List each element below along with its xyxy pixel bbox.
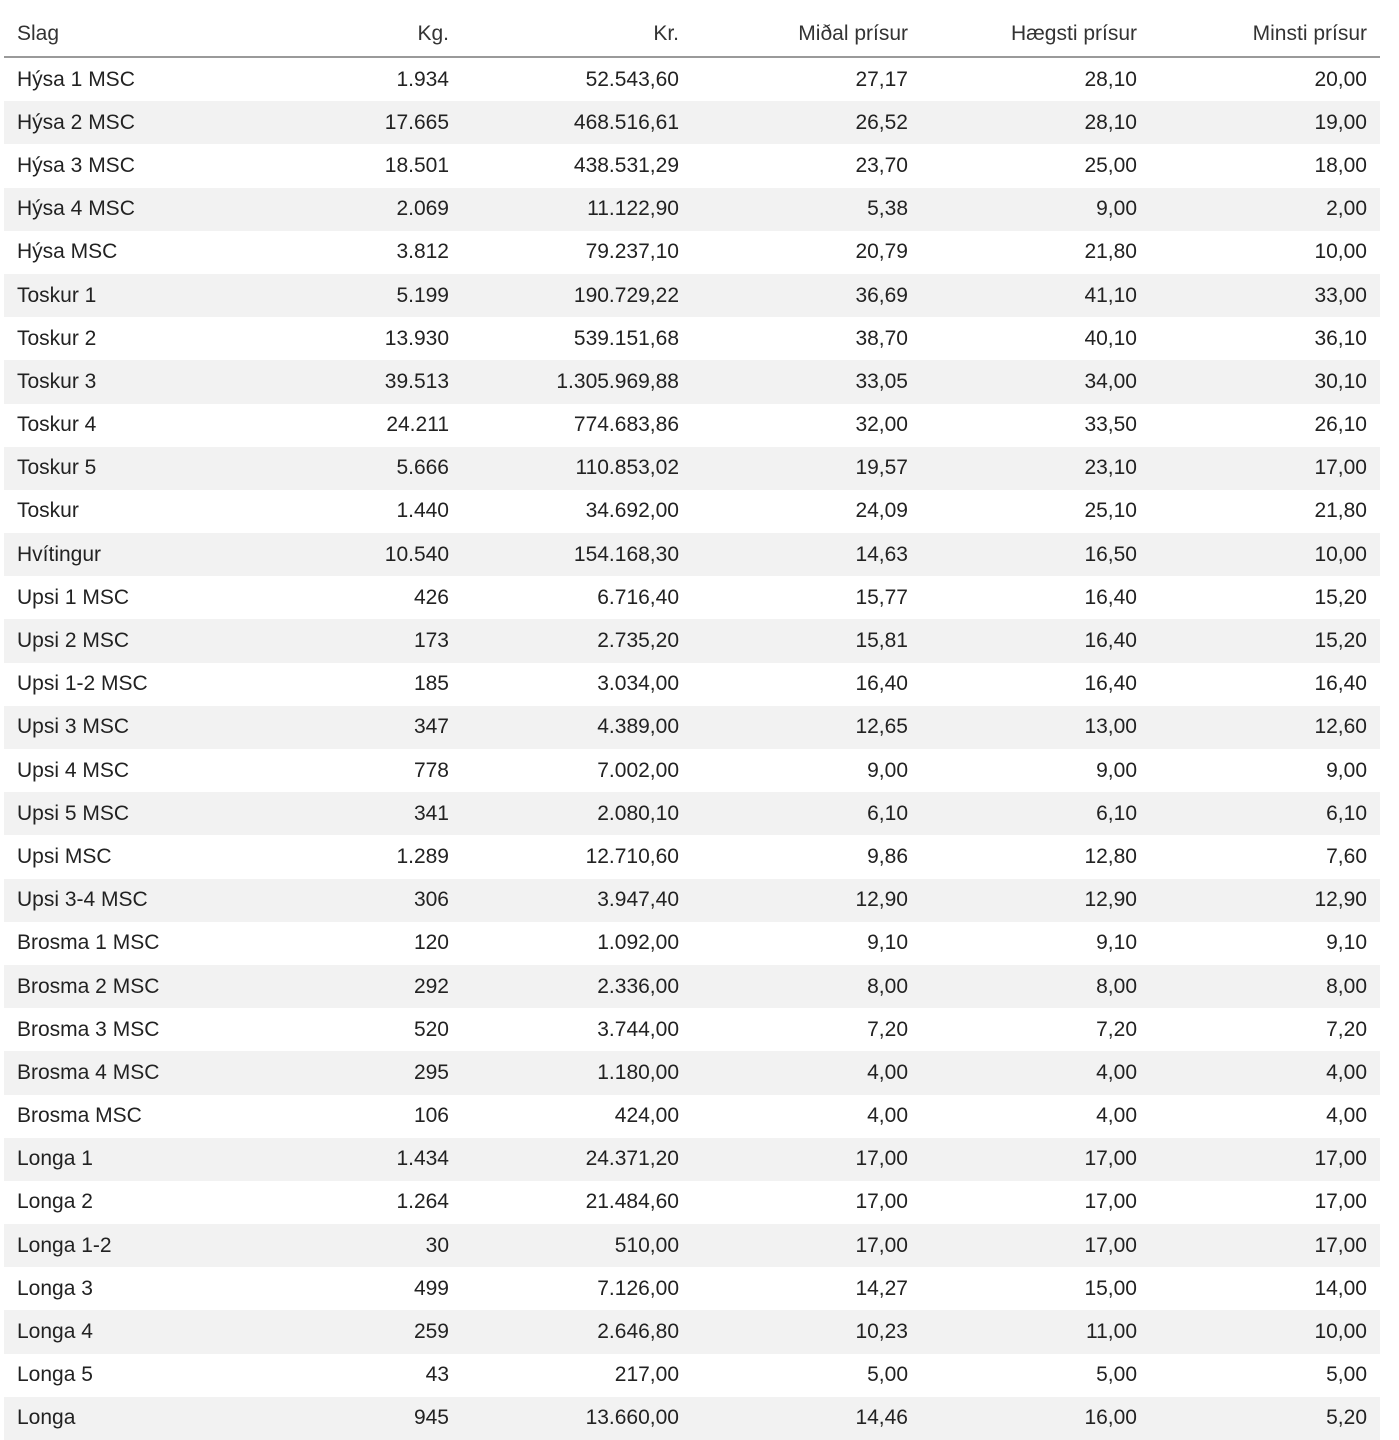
highest-price-cell: 15,00 bbox=[1084, 1276, 1137, 1300]
lowest-price-cell: 21,80 bbox=[1314, 499, 1367, 523]
kr-cell: 2.336,00 bbox=[462, 965, 692, 1008]
species-cell: Longa 5 bbox=[17, 1363, 93, 1387]
highest-price-cell: 16,40 bbox=[1084, 672, 1137, 696]
highest-price-cell: 28,10 bbox=[1084, 67, 1137, 91]
species-cell: Longa 1-2 bbox=[4, 1224, 233, 1267]
species-cell: Toskur 3 bbox=[4, 360, 233, 403]
table-row bbox=[4, 965, 1380, 1008]
table-row bbox=[4, 1051, 1380, 1094]
table-row bbox=[4, 922, 1380, 965]
kg-cell: 5.199 bbox=[233, 274, 462, 317]
table-row bbox=[4, 274, 1380, 317]
highest-price-cell: 41,10 bbox=[921, 274, 1150, 317]
average-price-cell: 32,00 bbox=[855, 413, 908, 437]
kr-cell: 539.151,68 bbox=[573, 326, 679, 350]
species-cell: Hýsa 4 MSC bbox=[4, 188, 233, 231]
table-row bbox=[4, 533, 1380, 576]
lowest-price-cell: 18,00 bbox=[1314, 153, 1367, 177]
lowest-price-cell: 9,10 bbox=[1326, 931, 1367, 955]
highest-price-cell: 5,00 bbox=[1096, 1363, 1137, 1387]
average-price-cell: 15,81 bbox=[692, 619, 921, 662]
column-header-lowest-price[interactable]: Minsti prísur bbox=[1150, 12, 1380, 57]
average-price-cell: 27,17 bbox=[855, 67, 908, 91]
average-price-cell: 17,00 bbox=[692, 1224, 921, 1267]
lowest-price-cell: 17,00 bbox=[1150, 1138, 1380, 1181]
species-cell: Toskur 5 bbox=[4, 447, 233, 490]
highest-price-cell: 23,10 bbox=[921, 447, 1150, 490]
kr-cell: 190.729,22 bbox=[462, 274, 692, 317]
lowest-price-cell: 7,60 bbox=[1326, 844, 1367, 868]
kr-cell: 774.683,86 bbox=[573, 413, 679, 437]
kg-cell: 778 bbox=[413, 758, 449, 782]
highest-price-cell: 25,00 bbox=[1084, 153, 1137, 177]
table-row bbox=[4, 1267, 1380, 1310]
average-price-cell: 12,65 bbox=[692, 706, 921, 749]
highest-price-cell: 11,00 bbox=[921, 1310, 1150, 1353]
kr-cell: 21.484,60 bbox=[585, 1190, 679, 1214]
species-cell: Longa 1 bbox=[4, 1138, 233, 1181]
average-price-cell: 9,00 bbox=[867, 758, 908, 782]
highest-price-cell: 17,00 bbox=[921, 1224, 1150, 1267]
kr-cell: 11.122,90 bbox=[462, 188, 692, 231]
species-cell: Toskur 1 bbox=[4, 274, 233, 317]
average-price-cell: 9,86 bbox=[867, 844, 908, 868]
kr-cell: 7.002,00 bbox=[597, 758, 679, 782]
average-price-cell: 14,63 bbox=[692, 533, 921, 576]
highest-price-cell: 12,90 bbox=[921, 879, 1150, 922]
lowest-price-cell: 26,10 bbox=[1314, 413, 1367, 437]
kg-cell: 120 bbox=[413, 931, 449, 955]
table-row bbox=[4, 1138, 1380, 1181]
average-price-cell: 23,70 bbox=[855, 153, 908, 177]
highest-price-cell: 16,40 bbox=[921, 619, 1150, 662]
kg-cell: 1.264 bbox=[396, 1190, 449, 1214]
species-cell: Toskur bbox=[17, 499, 79, 523]
kg-cell: 1.440 bbox=[396, 499, 449, 523]
lowest-price-cell: 8,00 bbox=[1150, 965, 1380, 1008]
table-row bbox=[4, 706, 1380, 749]
kg-cell: 2.069 bbox=[233, 188, 462, 231]
lowest-price-cell: 17,00 bbox=[1150, 447, 1380, 490]
kr-cell: 52.543,60 bbox=[585, 67, 679, 91]
highest-price-cell: 17,00 bbox=[1084, 1190, 1137, 1214]
highest-price-cell: 33,50 bbox=[1084, 413, 1137, 437]
kr-cell: 1.305.969,88 bbox=[462, 360, 692, 403]
header-row bbox=[4, 12, 1380, 57]
lowest-price-cell: 4,00 bbox=[1326, 1104, 1367, 1128]
auction-prices-table bbox=[4, 12, 1380, 1440]
average-price-cell: 17,00 bbox=[692, 1138, 921, 1181]
species-cell: Brosma 4 MSC bbox=[4, 1051, 233, 1094]
species-cell: Upsi 2 MSC bbox=[4, 619, 233, 662]
table-row bbox=[4, 619, 1380, 662]
kg-cell: 306 bbox=[233, 879, 462, 922]
highest-price-cell: 9,10 bbox=[1096, 931, 1137, 955]
lowest-price-cell: 12,90 bbox=[1150, 879, 1380, 922]
species-cell: Upsi 3-4 MSC bbox=[4, 879, 233, 922]
table-row bbox=[4, 317, 1380, 360]
kg-cell: 173 bbox=[233, 619, 462, 662]
kg-cell: 106 bbox=[413, 1104, 449, 1128]
highest-price-cell: 6,10 bbox=[921, 792, 1150, 835]
species-cell: Upsi 5 MSC bbox=[4, 792, 233, 835]
kr-cell: 468.516,61 bbox=[462, 101, 692, 144]
highest-price-cell: 4,00 bbox=[1096, 1104, 1137, 1128]
table-row bbox=[4, 57, 1380, 101]
kr-cell: 3.744,00 bbox=[597, 1017, 679, 1041]
highest-price-cell: 9,00 bbox=[1096, 758, 1137, 782]
kr-cell: 438.531,29 bbox=[573, 153, 679, 177]
average-price-cell: 36,69 bbox=[692, 274, 921, 317]
kr-cell: 3.034,00 bbox=[597, 672, 679, 696]
average-price-cell: 6,10 bbox=[692, 792, 921, 835]
average-price-cell: 26,52 bbox=[692, 101, 921, 144]
table-header bbox=[4, 12, 1380, 57]
kr-cell: 2.735,20 bbox=[462, 619, 692, 662]
kg-cell: 1.289 bbox=[396, 844, 449, 868]
column-header-kr[interactable]: Kr. bbox=[462, 12, 692, 57]
table-row bbox=[4, 1397, 1380, 1440]
kg-cell: 295 bbox=[233, 1051, 462, 1094]
table-body bbox=[4, 57, 1380, 1440]
table-row bbox=[4, 188, 1380, 231]
kg-cell: 341 bbox=[233, 792, 462, 835]
species-cell: Longa 3 bbox=[17, 1276, 93, 1300]
table-row bbox=[4, 792, 1380, 835]
lowest-price-cell: 5,20 bbox=[1150, 1397, 1380, 1440]
average-price-cell: 19,57 bbox=[692, 447, 921, 490]
kr-cell: 6.716,40 bbox=[597, 585, 679, 609]
highest-price-cell: 4,00 bbox=[921, 1051, 1150, 1094]
species-cell: Brosma 2 MSC bbox=[4, 965, 233, 1008]
lowest-price-cell: 14,00 bbox=[1314, 1276, 1367, 1300]
table-row bbox=[4, 447, 1380, 490]
species-cell: Brosma 1 MSC bbox=[17, 931, 160, 955]
lowest-price-cell: 15,20 bbox=[1150, 619, 1380, 662]
table-row bbox=[4, 101, 1380, 144]
average-price-cell: 9,10 bbox=[867, 931, 908, 955]
species-cell: Upsi MSC bbox=[17, 844, 112, 868]
lowest-price-cell: 6,10 bbox=[1150, 792, 1380, 835]
table-row bbox=[4, 835, 1380, 878]
kg-cell: 24.211 bbox=[386, 413, 449, 437]
lowest-price-cell: 33,00 bbox=[1150, 274, 1380, 317]
lowest-price-cell: 4,00 bbox=[1150, 1051, 1380, 1094]
column-header-highest-price[interactable]: Hægsti prísur bbox=[921, 12, 1150, 57]
species-cell: Hýsa 1 MSC bbox=[17, 67, 135, 91]
kg-cell: 185 bbox=[413, 672, 449, 696]
average-price-cell: 17,00 bbox=[855, 1190, 908, 1214]
column-header-kg[interactable]: Kg. bbox=[233, 12, 462, 57]
highest-price-cell: 16,00 bbox=[921, 1397, 1150, 1440]
lowest-price-cell: 7,20 bbox=[1326, 1017, 1367, 1041]
highest-price-cell: 16,50 bbox=[921, 533, 1150, 576]
kg-cell: 18.501 bbox=[384, 153, 449, 177]
lowest-price-cell: 19,00 bbox=[1150, 101, 1380, 144]
kg-cell: 3.812 bbox=[396, 240, 449, 264]
kr-cell: 510,00 bbox=[462, 1224, 692, 1267]
highest-price-cell: 16,40 bbox=[1084, 585, 1137, 609]
kr-cell: 424,00 bbox=[614, 1104, 679, 1128]
species-cell: Hýsa 3 MSC bbox=[17, 153, 135, 177]
kg-cell: 30 bbox=[233, 1224, 462, 1267]
kg-cell: 1.934 bbox=[396, 67, 449, 91]
auction-prices-table-container bbox=[4, 12, 1380, 1440]
table-row bbox=[4, 360, 1380, 403]
lowest-price-cell: 36,10 bbox=[1314, 326, 1367, 350]
kr-cell: 2.080,10 bbox=[462, 792, 692, 835]
average-price-cell: 16,40 bbox=[855, 672, 908, 696]
lowest-price-cell: 2,00 bbox=[1150, 188, 1380, 231]
species-cell: Toskur 2 bbox=[17, 326, 97, 350]
average-price-cell: 12,90 bbox=[692, 879, 921, 922]
lowest-price-cell: 17,00 bbox=[1150, 1224, 1380, 1267]
table-row bbox=[4, 879, 1380, 922]
lowest-price-cell: 10,00 bbox=[1150, 533, 1380, 576]
table-row bbox=[4, 1354, 1380, 1397]
lowest-price-cell: 10,00 bbox=[1150, 1310, 1380, 1353]
species-cell: Hýsa 2 MSC bbox=[4, 101, 233, 144]
table-row bbox=[4, 1008, 1380, 1051]
kr-cell: 12.710,60 bbox=[585, 844, 679, 868]
kr-cell: 24.371,20 bbox=[462, 1138, 692, 1181]
kr-cell: 2.646,80 bbox=[462, 1310, 692, 1353]
table-row bbox=[4, 404, 1380, 447]
kg-cell: 426 bbox=[413, 585, 449, 609]
lowest-price-cell: 15,20 bbox=[1314, 585, 1367, 609]
species-cell: Longa 2 bbox=[17, 1190, 93, 1214]
lowest-price-cell: 30,10 bbox=[1150, 360, 1380, 403]
species-cell: Upsi 1 MSC bbox=[17, 585, 130, 609]
table-row bbox=[4, 1181, 1380, 1224]
kg-cell: 43 bbox=[425, 1363, 449, 1387]
average-price-cell: 33,05 bbox=[692, 360, 921, 403]
average-price-cell: 8,00 bbox=[692, 965, 921, 1008]
column-header-average-price[interactable]: Miðal prísur bbox=[692, 12, 921, 57]
highest-price-cell: 40,10 bbox=[1084, 326, 1137, 350]
kr-cell: 1.092,00 bbox=[597, 931, 679, 955]
species-cell: Toskur 4 bbox=[17, 413, 97, 437]
table-row bbox=[4, 1224, 1380, 1267]
highest-price-cell: 12,80 bbox=[1084, 844, 1137, 868]
average-price-cell: 15,77 bbox=[855, 585, 908, 609]
average-price-cell: 14,27 bbox=[855, 1276, 908, 1300]
kr-cell: 79.237,10 bbox=[585, 240, 679, 264]
species-cell: Brosma 3 MSC bbox=[17, 1017, 160, 1041]
species-cell: Upsi 1-2 MSC bbox=[17, 672, 148, 696]
average-price-cell: 7,20 bbox=[867, 1017, 908, 1041]
table-row bbox=[4, 144, 1380, 187]
kr-cell: 217,00 bbox=[614, 1363, 679, 1387]
highest-price-cell: 8,00 bbox=[921, 965, 1150, 1008]
column-header-slag[interactable]: Slag bbox=[4, 12, 233, 57]
average-price-cell: 10,23 bbox=[692, 1310, 921, 1353]
kg-cell: 292 bbox=[233, 965, 462, 1008]
lowest-price-cell: 16,40 bbox=[1314, 672, 1367, 696]
highest-price-cell: 25,10 bbox=[1084, 499, 1137, 523]
species-cell: Hýsa MSC bbox=[17, 240, 118, 264]
kg-cell: 945 bbox=[233, 1397, 462, 1440]
highest-price-cell: 28,10 bbox=[921, 101, 1150, 144]
species-cell: Upsi 4 MSC bbox=[17, 758, 130, 782]
species-cell: Hvítingur bbox=[4, 533, 233, 576]
lowest-price-cell: 12,60 bbox=[1150, 706, 1380, 749]
kg-cell: 347 bbox=[233, 706, 462, 749]
lowest-price-cell: 9,00 bbox=[1326, 758, 1367, 782]
kr-cell: 13.660,00 bbox=[462, 1397, 692, 1440]
table-row bbox=[4, 749, 1380, 792]
average-price-cell: 4,00 bbox=[867, 1104, 908, 1128]
species-cell: Upsi 3 MSC bbox=[4, 706, 233, 749]
average-price-cell: 14,46 bbox=[692, 1397, 921, 1440]
table-row bbox=[4, 1310, 1380, 1353]
highest-price-cell: 21,80 bbox=[1084, 240, 1137, 264]
kg-cell: 39.513 bbox=[233, 360, 462, 403]
species-cell: Brosma MSC bbox=[17, 1104, 142, 1128]
species-cell: Longa bbox=[4, 1397, 233, 1440]
table-row bbox=[4, 663, 1380, 706]
kg-cell: 1.434 bbox=[233, 1138, 462, 1181]
highest-price-cell: 17,00 bbox=[921, 1138, 1150, 1181]
average-price-cell: 38,70 bbox=[855, 326, 908, 350]
kr-cell: 110.853,02 bbox=[462, 447, 692, 490]
highest-price-cell: 34,00 bbox=[921, 360, 1150, 403]
kr-cell: 4.389,00 bbox=[462, 706, 692, 749]
kg-cell: 10.540 bbox=[233, 533, 462, 576]
kr-cell: 1.180,00 bbox=[462, 1051, 692, 1094]
table-row bbox=[4, 231, 1380, 274]
lowest-price-cell: 5,00 bbox=[1326, 1363, 1367, 1387]
species-cell: Longa 4 bbox=[4, 1310, 233, 1353]
kg-cell: 499 bbox=[413, 1276, 449, 1300]
kr-cell: 34.692,00 bbox=[585, 499, 679, 523]
lowest-price-cell: 10,00 bbox=[1314, 240, 1367, 264]
highest-price-cell: 13,00 bbox=[921, 706, 1150, 749]
kg-cell: 259 bbox=[233, 1310, 462, 1353]
average-price-cell: 5,38 bbox=[692, 188, 921, 231]
lowest-price-cell: 17,00 bbox=[1314, 1190, 1367, 1214]
highest-price-cell: 7,20 bbox=[1096, 1017, 1137, 1041]
highest-price-cell: 9,00 bbox=[921, 188, 1150, 231]
kr-cell: 3.947,40 bbox=[462, 879, 692, 922]
kg-cell: 13.930 bbox=[384, 326, 449, 350]
table-row bbox=[4, 1095, 1380, 1138]
lowest-price-cell: 20,00 bbox=[1314, 67, 1367, 91]
average-price-cell: 4,00 bbox=[692, 1051, 921, 1094]
kg-cell: 5.666 bbox=[233, 447, 462, 490]
average-price-cell: 24,09 bbox=[855, 499, 908, 523]
kg-cell: 520 bbox=[413, 1017, 449, 1041]
kr-cell: 154.168,30 bbox=[462, 533, 692, 576]
table-row bbox=[4, 576, 1380, 619]
kr-cell: 7.126,00 bbox=[597, 1276, 679, 1300]
kg-cell: 17.665 bbox=[233, 101, 462, 144]
average-price-cell: 5,00 bbox=[867, 1363, 908, 1387]
average-price-cell: 20,79 bbox=[855, 240, 908, 264]
table-row bbox=[4, 490, 1380, 533]
